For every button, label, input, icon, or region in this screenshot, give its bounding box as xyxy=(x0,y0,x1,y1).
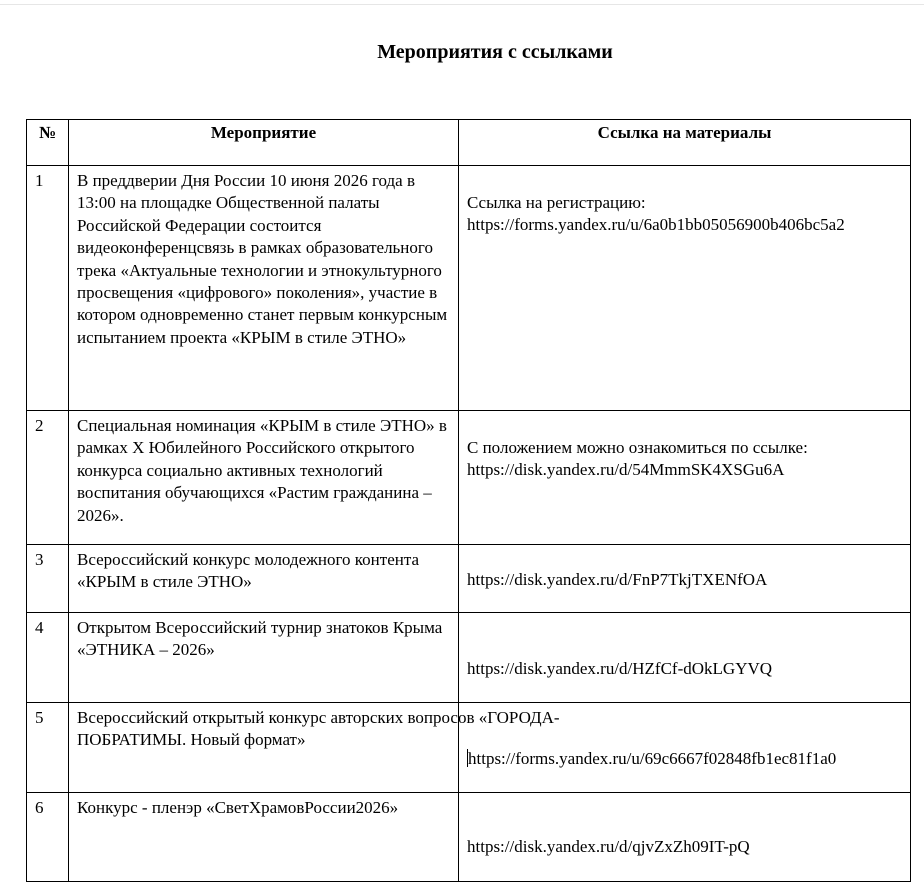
event-description xyxy=(69,703,560,793)
table-row xyxy=(27,166,911,411)
row-number: 4 xyxy=(27,613,69,703)
link-cell xyxy=(459,166,911,411)
row-number: 5 xyxy=(27,703,69,793)
link-label: С положением можно ознакомиться по ссылке: xyxy=(467,438,808,457)
row-number: 6 xyxy=(27,793,69,882)
events-table xyxy=(26,119,911,882)
table-row xyxy=(27,411,911,545)
table-row xyxy=(27,703,911,793)
top-divider xyxy=(0,4,924,5)
header-event: Мероприятие xyxy=(69,120,459,166)
document-title: Мероприятия с ссылками xyxy=(377,41,613,63)
material-link[interactable]: https://forms.yandex.ru/u/6a0b1bb05056900b406bc5a2 xyxy=(467,215,845,235)
event-line: ПОБРАТИМЫ. Новый формат» xyxy=(77,730,306,750)
header-number: № xyxy=(27,120,69,166)
event-description: Конкурс - пленэр «СветХрамовРоссии2026» xyxy=(69,793,459,882)
header-link: Ссылка на материалы xyxy=(459,120,911,166)
material-link[interactable]: https://disk.yandex.ru/d/qjvZxZh09IT-pQ xyxy=(467,837,750,856)
event-line: Всероссийский открытый конкурс авторских вопросов «ГОРОДА- xyxy=(77,708,560,727)
material-link[interactable]: https://forms.yandex.ru/u/69c6667f02848fb1ec81f1a0 xyxy=(468,749,837,768)
link-cell xyxy=(459,613,911,703)
event-description: Всероссийский конкурс молодежного контента «КРЫМ в стиле ЭТНО» xyxy=(69,545,459,613)
row-number: 1 xyxy=(27,166,69,411)
table-row xyxy=(27,545,911,613)
event-description: Открытом Всероссийский турнир знатоков Крыма «ЭТНИКА – 2026» xyxy=(69,613,459,703)
event-description: Специальная номинация «КРЫМ в стиле ЭТНО» в рамках X Юбилейного Российского открытого конкурса социально активных технологий воспитания обучающихся «Растим гражданина – 2026». xyxy=(69,411,459,545)
material-link[interactable]: https://disk.yandex.ru/d/FnP7TkjTXENfOA xyxy=(467,570,768,589)
link-cell xyxy=(459,793,911,882)
material-link[interactable]: https://disk.yandex.ru/d/HZfCf-dOkLGYVQ xyxy=(467,659,773,678)
table-row xyxy=(27,613,911,703)
table-header-row xyxy=(27,120,911,166)
row-number: 3 xyxy=(27,545,69,613)
link-label: Ссылка на регистрацию: xyxy=(467,193,646,212)
link-cell xyxy=(459,411,911,545)
row-number: 2 xyxy=(27,411,69,545)
link-cell xyxy=(459,545,911,613)
table-row xyxy=(27,793,911,882)
event-description: В преддверии Дня России 10 июня 2026 года в 13:00 на площадке Общественной палаты Российской Федерации состоится видеоконференцсвязь в рамках образовательного трека «Актуальные технологии и этнокультурного просвещения «цифрового» поколения», участие в котором одновременно станет первым конкурсным испытанием проекта «КРЫМ в стиле ЭТНО» xyxy=(69,166,459,411)
material-link[interactable]: https://disk.yandex.ru/d/54MmmSK4XSGu6A xyxy=(467,460,785,480)
